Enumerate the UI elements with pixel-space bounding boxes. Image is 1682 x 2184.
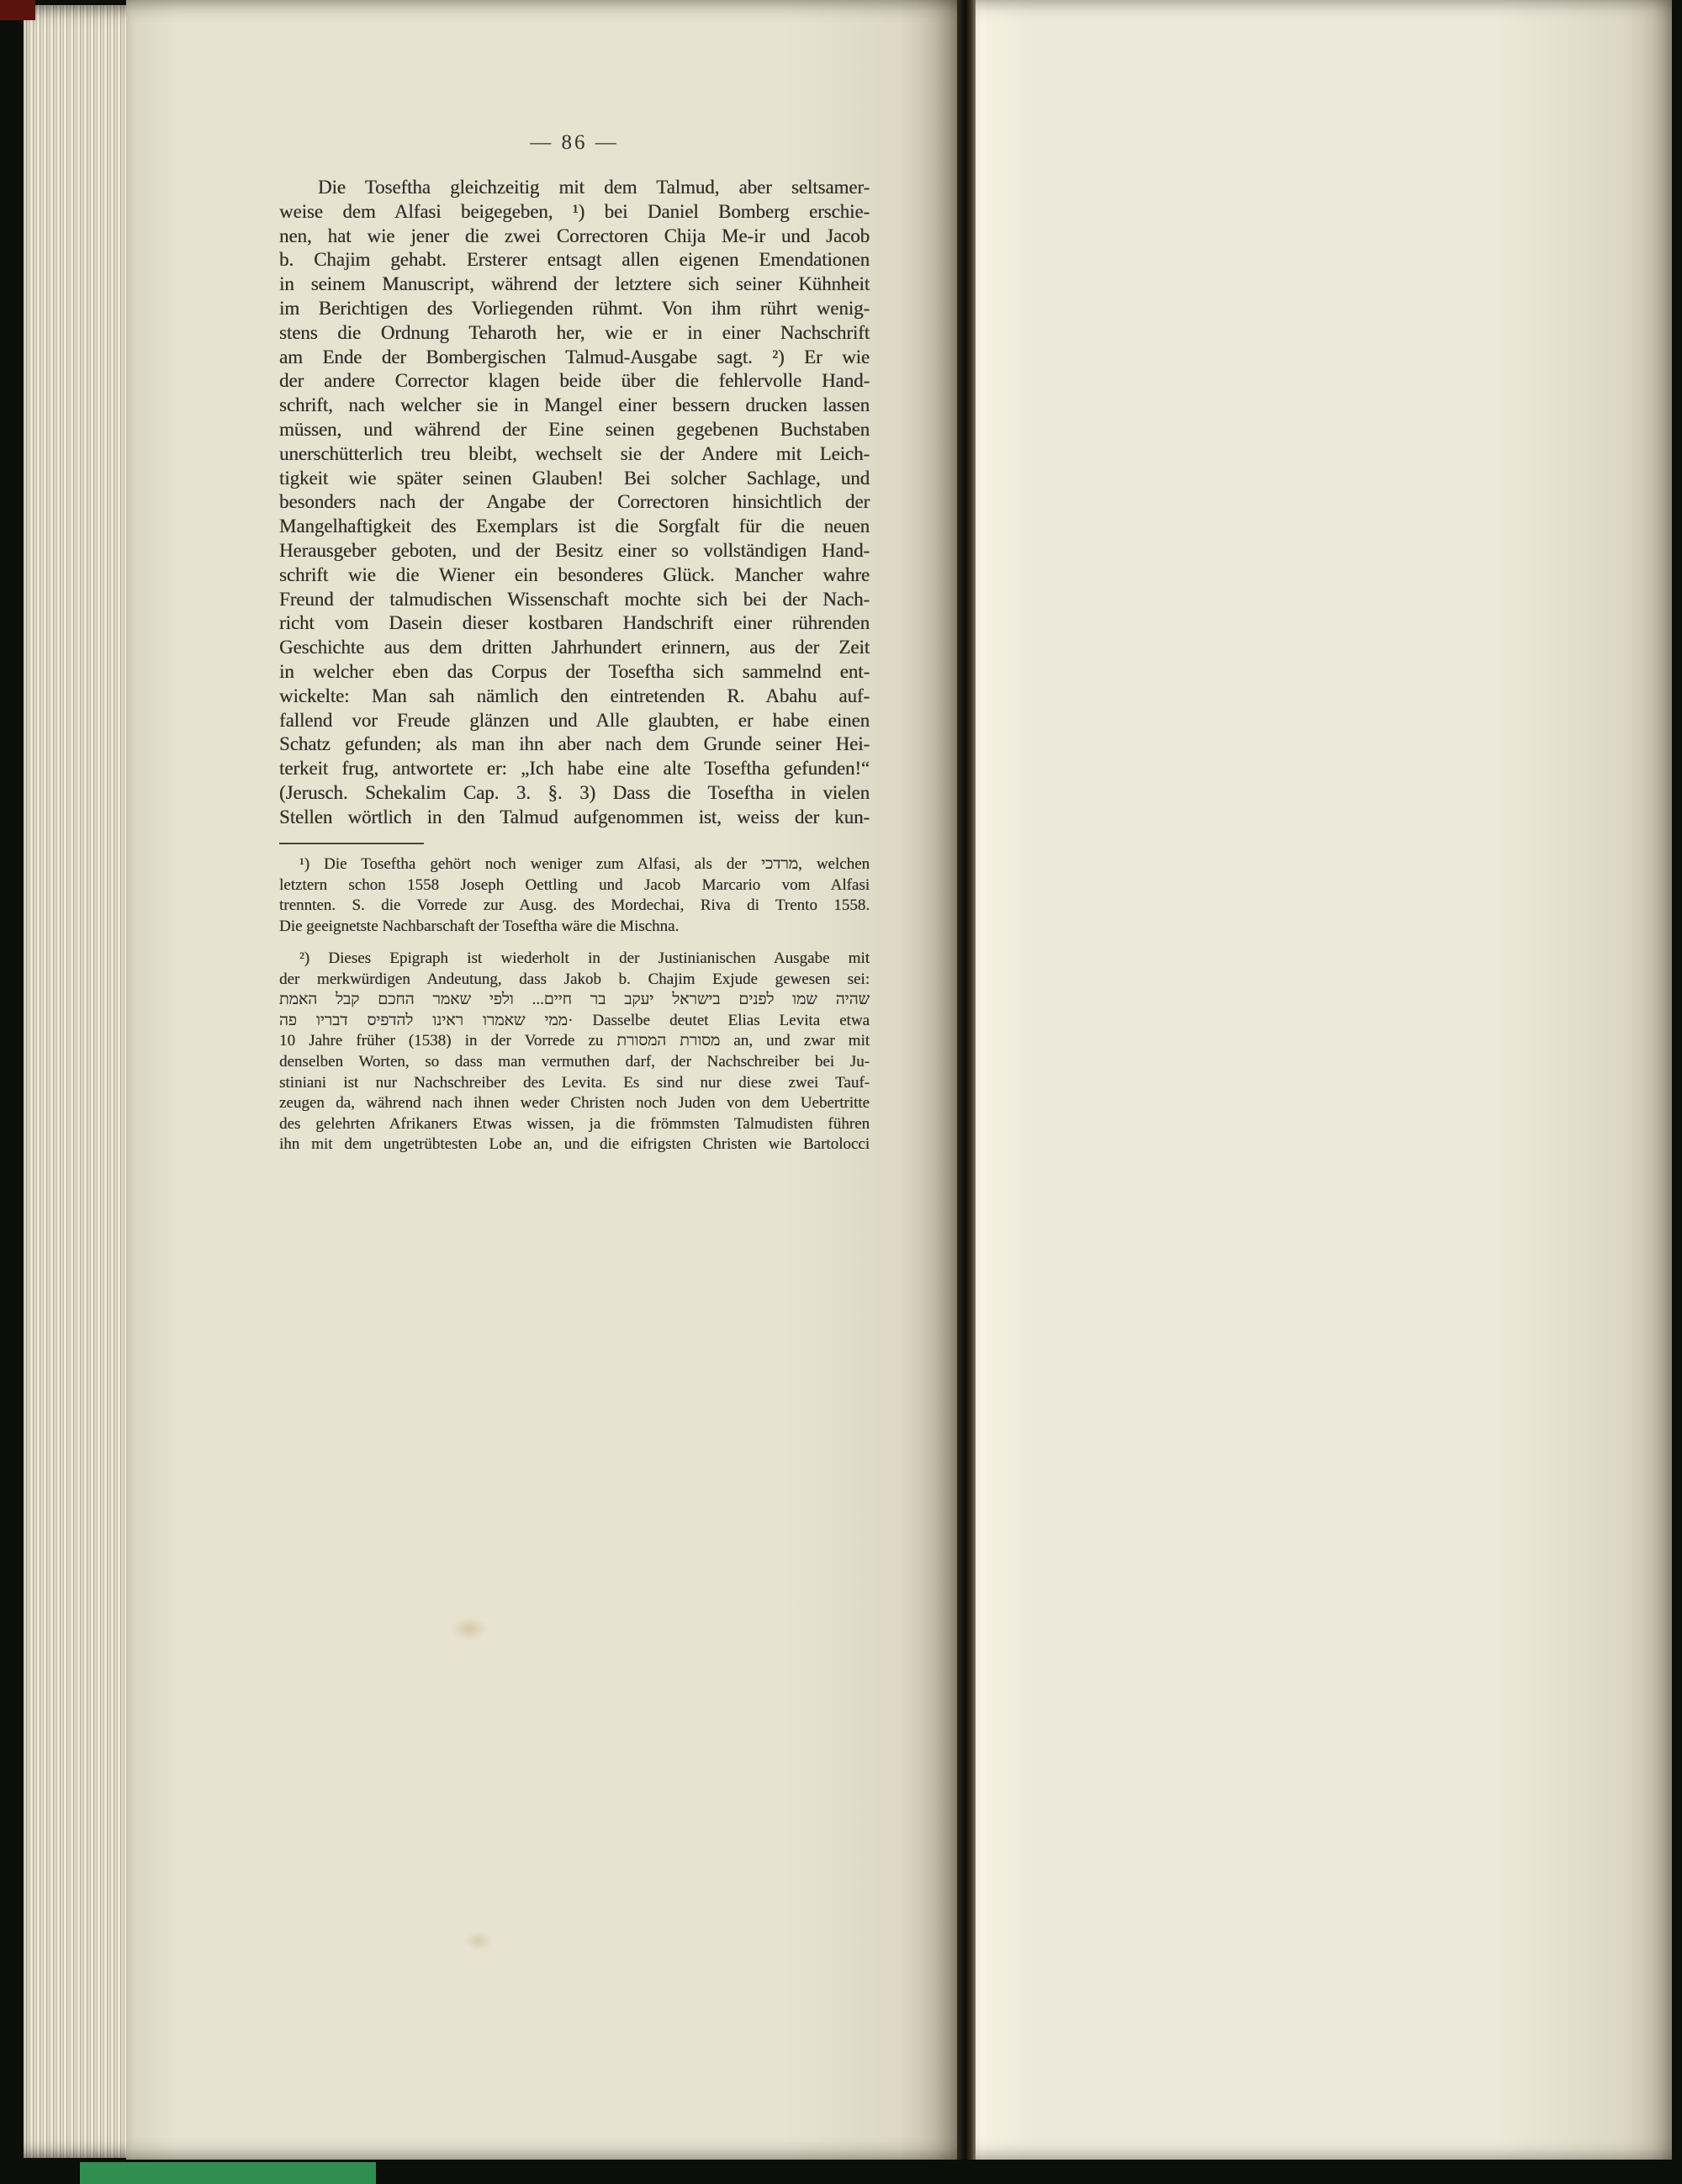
paper-stain <box>451 1616 488 1642</box>
text-line: des gelehrten Afrikaners Etwas wissen, ja die frömmsten Talmudisten führen <box>279 1114 870 1133</box>
book-page-right-blank <box>976 0 1672 2160</box>
text-line: (Jerusch. Schekalim Cap. 3. §. 3) Dass die Toseftha in vielen <box>279 781 870 803</box>
text-line: unerschütterlich treu bleibt, wechselt sie der Andere mit Leich- <box>279 442 870 464</box>
text-line: ²) Dieses Epigraph ist wiederholt in der Justinianischen Ausgabe mit <box>299 949 870 967</box>
paper-stain <box>464 1931 493 1951</box>
page-number: — 86 — <box>530 131 619 154</box>
text-line: tigkeit wie später seinen Glauben! Bei solcher Sachlage, und <box>279 467 870 489</box>
left-page-stack-edges <box>24 5 135 2158</box>
text-line: der merkwürdigen Andeutung, dass Jakob b. Chajim Exjude gewesen sei: <box>279 970 870 988</box>
text-line: Geschichte aus dem dritten Jahrhundert erinnern, aus der Zeit <box>279 637 870 658</box>
text-line: Die geeignetste Nachbarschaft der Toseftha wäre die Mischna. <box>279 917 680 935</box>
text-line: 10 Jahre früher (1538) in der Vorrede zu מסורת המסורת an, und zwar mit <box>279 1032 870 1050</box>
text-line: Freund der talmudischen Wissenschaft mochte sich bei der Nach- <box>279 588 870 610</box>
text-line: שהיה שמו לפנים בישראל יעקב בר חיים... ולפי שאמר החכם קבל האמת <box>279 991 870 1009</box>
footnote-separator <box>279 843 424 844</box>
text-line: schrift wie die Wiener ein besonderes Glück. Mancher wahre <box>279 563 870 585</box>
text-line: am Ende der Bombergischen Talmud-Ausgabe sagt. ²) Er wie <box>279 346 870 368</box>
text-line: letztern schon 1558 Joseph Oettling und Jacob Marcario vom Alfasi <box>279 875 870 894</box>
text-line: fallend vor Freude glänzen und Alle glaubten, er habe einen <box>279 709 870 731</box>
book-gutter-shadow <box>957 0 976 2160</box>
text-line: trennten. S. die Vorrede zur Ausg. des Mordechai, Riva di Trento 1558. <box>279 896 870 915</box>
body-text <box>279 176 870 830</box>
text-line: besonders nach der Angabe der Correctoren hinsichtlich der <box>279 491 870 513</box>
text-line: im Berichtigen des Vorliegenden rühmt. Von ihm rührt wenig- <box>279 297 870 319</box>
text-line: in seinem Manuscript, während der letztere sich seiner Kühnheit <box>279 273 870 295</box>
text-line: zeugen da, während nach ihnen weder Christen noch Juden von dem Uebertritte <box>279 1094 870 1113</box>
text-line: der andere Corrector klagen beide über die fehlervolle Hand- <box>279 370 870 392</box>
text-line: terkeit frug, antwortete er: „Ich habe eine alte Toseftha gefunden!“ <box>279 758 870 780</box>
text-line: ממי שאמרו ראינו להדפיס דבריו פה· Dasselbe deutet Elias Levita etwa <box>279 1011 870 1029</box>
text-line: schrift, nach welcher sie in Mangel einer bessern drucken lassen <box>279 394 870 416</box>
text-line: wickelte: Man sah nämlich den eintretenden R. Abahu auf- <box>279 685 870 706</box>
text-line: weise dem Alfasi beigegeben, ¹) bei Daniel Bomberg erschie- <box>279 200 870 222</box>
text-line: nen, hat wie jener die zwei Correctoren Chija Me-ir und Jacob <box>279 225 870 246</box>
text-line: Stellen wörtlich in den Talmud aufgenommen ist, weiss der kun- <box>279 806 870 828</box>
text-line: stiniani ist nur Nachschreiber des Levita. Es sind nur diese zwei Tauf- <box>279 1073 870 1092</box>
footnote-2 <box>279 949 870 1155</box>
footnote-1 <box>279 854 870 937</box>
text-line: richt vom Dasein dieser kostbaren Handschrift einer rührenden <box>279 612 870 634</box>
scan-artifact-green <box>80 2162 376 2184</box>
text-line: b. Chajim gehabt. Ersterer entsagt allen eigenen Emendationen <box>279 249 870 271</box>
text-line: in welcher eben das Corpus der Toseftha sich sammelnd ent- <box>279 660 870 682</box>
scan-artifact-red <box>0 0 35 20</box>
text-line: ¹) Die Toseftha gehört noch weniger zum Alfasi, als der מרדכי, welchen <box>299 855 870 873</box>
text-line: ihn mit dem ungetrübtesten Lobe an, und die eifrigsten Christen wie Bartolocci <box>279 1135 870 1154</box>
text-line: Schatz gefunden; als man ihn aber nach dem Grunde seiner Hei- <box>279 733 870 755</box>
text-line: Herausgeber geboten, und der Besitz einer so vollständigen Hand- <box>279 539 870 561</box>
text-line: müssen, und während der Eine seinen gegebenen Buchstaben <box>279 418 870 440</box>
text-line: denselben Worten, so dass man vermuthen darf, der Nachschreiber bei Ju- <box>279 1052 870 1071</box>
text-line: Mangelhaftigkeit des Exemplars ist die Sorgfalt für die neuen <box>279 516 870 537</box>
text-line: Die Toseftha gleichzeitig mit dem Talmud, aber seltsamer- <box>318 177 870 198</box>
text-line: stens die Ordnung Teharoth her, wie er in einer Nachschrift <box>279 321 870 343</box>
